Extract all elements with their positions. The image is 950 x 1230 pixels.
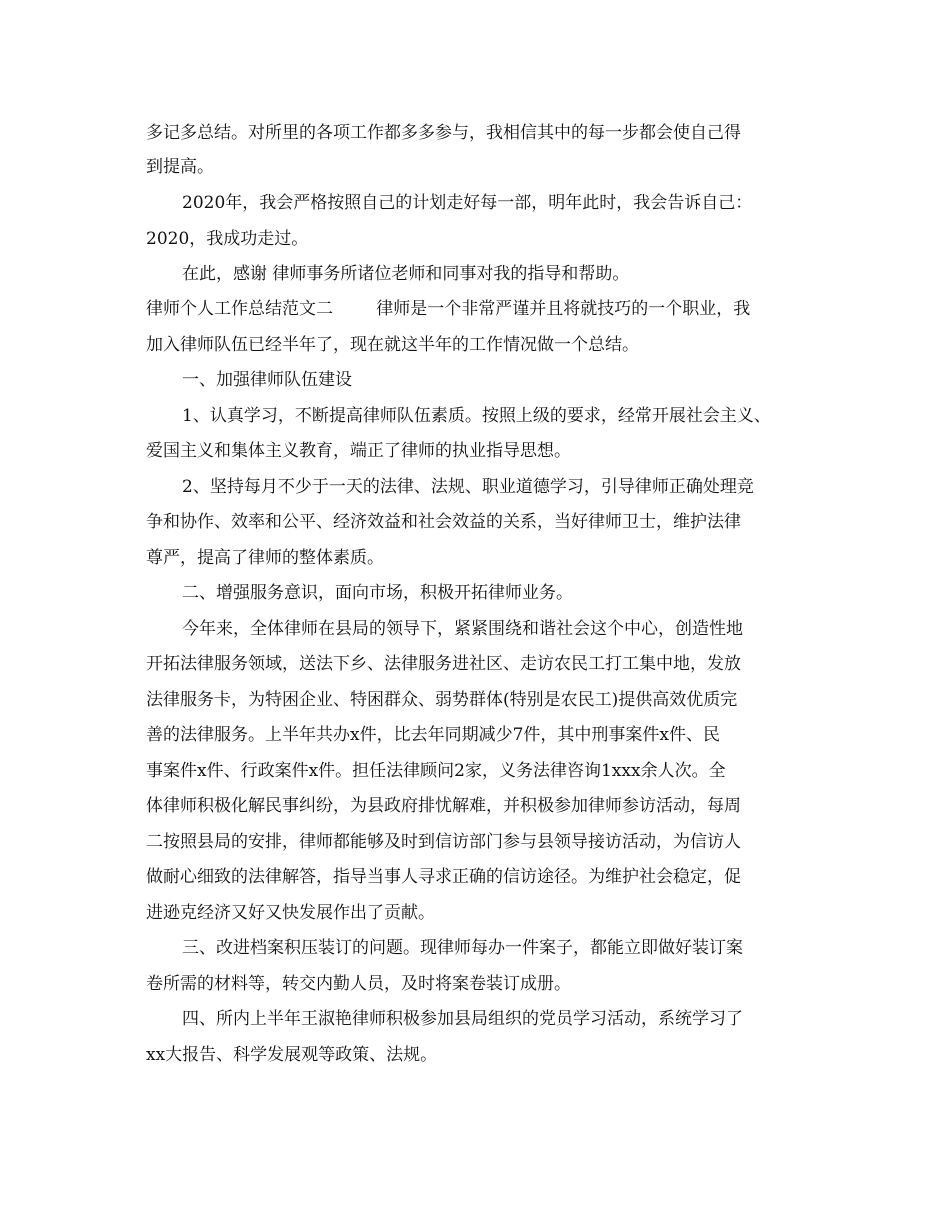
text-line: 今年来，全体律师在县局的领导下，紧紧围绕和谐社会这个中心，创造性地 bbox=[182, 619, 743, 639]
text-line: 进逊克经济又好又快发展作出了贡献。 bbox=[146, 903, 435, 923]
text-line: xx大报告、科学发展观等政策、法规。 bbox=[146, 1045, 438, 1065]
text-line: 2020年，我会严格按照自己的计划走好每一部，明年此时，我会告诉自己： bbox=[182, 193, 753, 213]
text-line: 多记多总结。对所里的各项工作都多多参与，我相信其中的每一步都会使自己得 bbox=[146, 123, 741, 143]
text-line: 三、改进档案积压装订的问题。现律师每办一件案子，都能立即做好装订案 bbox=[182, 938, 743, 958]
heading-line: 二、增强服务意识，面向市场，积极开拓律师业务。 bbox=[182, 583, 573, 603]
text-line: 争和协作、效率和公平、经济效益和社会效益的关系，当好律师卫士，维护法律 bbox=[146, 512, 741, 532]
text-line: 在此，感谢 律师事务所诸位老师和同事对我的指导和帮助。 bbox=[182, 264, 630, 284]
text-line: 开拓法律服务领域，送法下乡、法律服务进社区、走访农民工打工集中地，发放 bbox=[146, 654, 741, 674]
text-line: 卷所需的材料等，转交内勤人员，及时将案卷装订成册。 bbox=[146, 974, 571, 994]
text-line: 尊严，提高了律师的整体素质。 bbox=[146, 548, 384, 568]
text-line: 加入律师队伍已经半年了，现在就这半年的工作情况做一个总结。 bbox=[146, 335, 639, 355]
text-line: 法律服务卡，为特困企业、特困群众、弱势群体(特别是农民工)提供高效优质完 bbox=[146, 690, 738, 710]
text-line: 体律师积极化解民事纠纷，为县政府排忧解难，并积极参加律师参访活动，每周 bbox=[146, 796, 741, 816]
section-title-line: 律师个人工作总结范文二 律师是一个非常严谨并且将就技巧的一个职业，我 bbox=[146, 299, 751, 319]
text-line: 做耐心细致的法律解答，指导当事人寻求正确的信访途径。为维护社会稳定，促 bbox=[146, 867, 741, 887]
text-line: 1、认真学习，不断提高律师队伍素质。按照上级的要求，经常开展社会主义、 bbox=[182, 406, 771, 426]
text-line: 善的法律服务。上半年共办x件，比去年同期减少7件，其中刑事案件x件、民 bbox=[146, 725, 720, 745]
text-line: 爱国主义和集体主义教育，端正了律师的执业指导思想。 bbox=[146, 441, 571, 461]
text-line: 2020，我成功走过。 bbox=[146, 229, 309, 249]
text-line: 四、所内上半年王淑艳律师积极参加县局组织的党员学习活动，系统学习了 bbox=[182, 1009, 743, 1029]
heading-line: 一、加强律师队伍建设 bbox=[182, 370, 352, 390]
text-line: 到提高。 bbox=[146, 157, 214, 177]
text-line: 二按照县局的安排，律师都能够及时到信访部门参与县领导接访活动，为信访人 bbox=[146, 832, 741, 852]
text-line: 事案件x件、行政案件x件。担任法律顾问2家，义务法律咨询1xxx余人次。全 bbox=[146, 761, 726, 781]
text-line: 2、坚持每月不少于一天的法律、法规、职业道德学习，引导律师正确处理竞 bbox=[182, 477, 754, 497]
